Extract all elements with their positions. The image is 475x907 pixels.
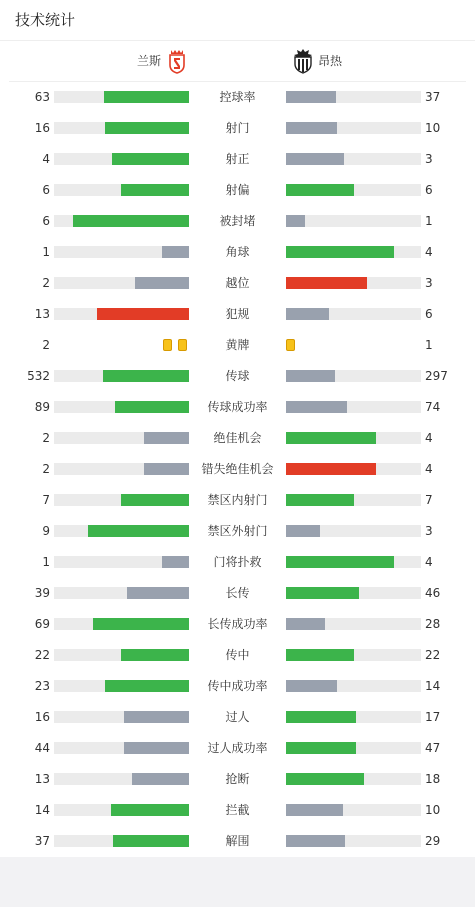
home-stat-value: 89 bbox=[34, 400, 50, 414]
stat-label: 传中成功率 bbox=[207, 679, 268, 693]
away-stat-value: 74 bbox=[425, 400, 441, 414]
away-stat-value: 28 bbox=[425, 617, 441, 631]
home-stat-value: 13 bbox=[34, 307, 50, 321]
stat-label: 角球 bbox=[225, 245, 250, 259]
team-header bbox=[0, 41, 475, 81]
away-stat-value: 3 bbox=[425, 524, 433, 538]
away-bar-fill bbox=[286, 91, 336, 103]
away-bar-fill bbox=[286, 122, 337, 134]
away-bar-fill bbox=[286, 711, 356, 723]
away-stat-value: 4 bbox=[425, 555, 433, 569]
away-stat-value: 4 bbox=[425, 245, 433, 259]
stat-label: 长传 bbox=[225, 586, 250, 600]
home-bar-fill bbox=[113, 835, 189, 847]
stat-label: 绝佳机会 bbox=[213, 431, 262, 445]
away-bar-fill bbox=[286, 804, 343, 816]
home-bar-track bbox=[54, 556, 189, 568]
stat-row bbox=[0, 82, 475, 113]
stat-row bbox=[0, 733, 475, 764]
away-bar-track bbox=[286, 618, 421, 630]
away-bar-fill bbox=[286, 401, 347, 413]
home-bar-track bbox=[54, 711, 189, 723]
home-bar-track bbox=[54, 463, 189, 475]
home-stat-value: 16 bbox=[34, 710, 50, 724]
away-bar-track bbox=[286, 153, 421, 165]
away-bar-track bbox=[286, 277, 421, 289]
home-bar-fill bbox=[112, 153, 189, 165]
stat-label: 射门 bbox=[225, 121, 250, 135]
stat-label: 错失绝佳机会 bbox=[201, 462, 274, 476]
home-bar-track bbox=[54, 184, 189, 196]
stat-row bbox=[0, 795, 475, 826]
stat-row bbox=[0, 361, 475, 392]
home-bar-track bbox=[54, 804, 189, 816]
away-stat-value: 6 bbox=[425, 307, 433, 321]
home-stat-value: 14 bbox=[34, 803, 50, 817]
away-stat-value: 10 bbox=[425, 121, 441, 135]
home-bar-fill bbox=[93, 618, 189, 630]
home-bar-fill bbox=[144, 432, 189, 444]
away-bar-fill bbox=[286, 525, 320, 537]
home-bar-track bbox=[54, 680, 189, 692]
home-stat-value: 23 bbox=[34, 679, 50, 693]
home-stat-value: 532 bbox=[27, 369, 50, 383]
home-bar-track bbox=[54, 401, 189, 413]
home-bar-fill bbox=[88, 525, 189, 537]
away-bar-track bbox=[286, 184, 421, 196]
home-stat-value: 9 bbox=[42, 524, 50, 538]
away-stat-value: 29 bbox=[425, 834, 441, 848]
away-stat-value: 14 bbox=[425, 679, 441, 693]
stat-label: 传球成功率 bbox=[207, 400, 268, 414]
stat-label: 黄牌 bbox=[225, 338, 250, 352]
home-bar-fill bbox=[73, 215, 189, 227]
away-stat-value: 22 bbox=[425, 648, 441, 662]
home-stat-value: 2 bbox=[42, 276, 50, 290]
stat-label: 抢断 bbox=[225, 772, 250, 786]
home-stat-value: 22 bbox=[34, 648, 50, 662]
stat-row bbox=[0, 702, 475, 733]
away-bar-fill bbox=[286, 618, 325, 630]
away-bar-track bbox=[286, 370, 421, 382]
stat-row bbox=[0, 764, 475, 795]
stat-label: 传球 bbox=[225, 369, 250, 383]
away-bar-fill bbox=[286, 463, 376, 475]
home-bar-fill bbox=[111, 804, 189, 816]
home-bar-track bbox=[54, 370, 189, 382]
away-bar-fill bbox=[286, 556, 394, 568]
home-stat-value: 1 bbox=[42, 245, 50, 259]
stat-row bbox=[0, 578, 475, 609]
stat-label: 射正 bbox=[225, 152, 250, 166]
away-stat-value: 47 bbox=[425, 741, 441, 755]
home-bar-track bbox=[54, 835, 189, 847]
stat-row bbox=[0, 609, 475, 640]
away-bar-fill bbox=[286, 370, 335, 382]
away-bar-track bbox=[286, 680, 421, 692]
away-stat-value: 1 bbox=[425, 214, 433, 228]
away-bar-track bbox=[286, 804, 421, 816]
away-stat-value: 4 bbox=[425, 462, 433, 476]
stat-row bbox=[0, 144, 475, 175]
home-stat-value: 6 bbox=[42, 214, 50, 228]
away-bar-track bbox=[286, 494, 421, 506]
away-bar-fill bbox=[286, 587, 359, 599]
stat-row bbox=[0, 485, 475, 516]
home-bar-track bbox=[54, 742, 189, 754]
home-bar-fill bbox=[103, 370, 189, 382]
home-stat-value: 2 bbox=[42, 431, 50, 445]
stat-row bbox=[0, 516, 475, 547]
home-bar-fill bbox=[127, 587, 189, 599]
away-bar-fill bbox=[286, 835, 345, 847]
away-bar-fill bbox=[286, 649, 354, 661]
away-stat-value: 7 bbox=[425, 493, 433, 507]
stat-label: 拦截 bbox=[225, 803, 250, 817]
away-bar-track bbox=[286, 432, 421, 444]
stat-label: 过人 bbox=[225, 710, 250, 724]
away-bar-fill bbox=[286, 308, 329, 320]
home-bar-track bbox=[54, 618, 189, 630]
home-stat-value: 16 bbox=[34, 121, 50, 135]
away-stat-value: 4 bbox=[425, 431, 433, 445]
home-bar-fill bbox=[132, 773, 189, 785]
away-bar-fill bbox=[286, 277, 367, 289]
stat-label: 禁区外射门 bbox=[207, 524, 268, 538]
stat-label: 解围 bbox=[225, 834, 250, 848]
home-bar-fill bbox=[121, 649, 189, 661]
home-stat-value: 69 bbox=[34, 617, 50, 631]
home-bar-track bbox=[54, 432, 189, 444]
away-bar-track bbox=[286, 401, 421, 413]
away-bar-fill bbox=[286, 153, 344, 165]
home-stat-value: 37 bbox=[34, 834, 50, 848]
stat-row bbox=[0, 671, 475, 702]
page-footer bbox=[0, 857, 475, 907]
away-stat-value: 1 bbox=[425, 338, 433, 352]
home-bar-fill bbox=[135, 277, 189, 289]
away-stat-value: 10 bbox=[425, 803, 441, 817]
away-bar-track bbox=[286, 91, 421, 103]
yellow-card-icon bbox=[163, 339, 172, 351]
stat-label: 过人成功率 bbox=[207, 741, 268, 755]
stat-label: 越位 bbox=[225, 276, 250, 290]
away-bar-track bbox=[286, 742, 421, 754]
stat-row bbox=[0, 423, 475, 454]
stat-label: 被封堵 bbox=[219, 214, 256, 228]
stat-row bbox=[0, 392, 475, 423]
home-bar-track bbox=[54, 91, 189, 103]
angers-crest-icon[interactable] bbox=[293, 48, 313, 74]
away-stat-value: 18 bbox=[425, 772, 441, 786]
page-title: 技术统计 bbox=[15, 11, 76, 29]
away-bar-fill bbox=[286, 215, 305, 227]
away-stat-value: 37 bbox=[425, 90, 441, 104]
stat-row bbox=[0, 113, 475, 144]
stat-row bbox=[0, 206, 475, 237]
away-bar-track bbox=[286, 122, 421, 134]
home-bar-track bbox=[54, 122, 189, 134]
home-bar-fill bbox=[144, 463, 189, 475]
away-bar-track bbox=[286, 773, 421, 785]
home-bar-track bbox=[54, 246, 189, 258]
away-bar-track bbox=[286, 835, 421, 847]
away-bar-track bbox=[286, 463, 421, 475]
away-bar-fill bbox=[286, 432, 376, 444]
away-stat-value: 6 bbox=[425, 183, 433, 197]
stat-label: 门将扑救 bbox=[213, 555, 262, 569]
stat-row bbox=[0, 454, 475, 485]
home-bar-track bbox=[54, 773, 189, 785]
home-bar-fill bbox=[105, 122, 189, 134]
stat-label: 传中 bbox=[225, 648, 250, 662]
away-bar-fill bbox=[286, 184, 354, 196]
away-bar-track bbox=[286, 308, 421, 320]
away-bar-track bbox=[286, 649, 421, 661]
home-bar-track bbox=[54, 525, 189, 537]
stat-label: 禁区内射门 bbox=[207, 493, 268, 507]
home-bar-track bbox=[54, 153, 189, 165]
away-bar-track bbox=[286, 556, 421, 568]
away-bar-fill bbox=[286, 680, 337, 692]
home-stat-value: 44 bbox=[34, 741, 50, 755]
home-stat-value: 39 bbox=[34, 586, 50, 600]
home-stat-value: 2 bbox=[42, 462, 50, 476]
stat-label: 长传成功率 bbox=[207, 617, 268, 631]
away-team-name[interactable]: 昂热 bbox=[318, 54, 343, 68]
stats-list bbox=[0, 82, 475, 857]
home-bar-fill bbox=[124, 711, 189, 723]
stat-row bbox=[0, 547, 475, 578]
home-bar-fill bbox=[121, 494, 189, 506]
stat-row bbox=[0, 640, 475, 671]
home-bar-track bbox=[54, 215, 189, 227]
stat-row bbox=[0, 175, 475, 206]
stat-row bbox=[0, 237, 475, 268]
away-bar-track bbox=[286, 711, 421, 723]
away-bar-track bbox=[286, 246, 421, 258]
away-bar-fill bbox=[286, 246, 394, 258]
home-bar-track bbox=[54, 649, 189, 661]
home-bar-fill bbox=[97, 308, 189, 320]
home-bar-fill bbox=[115, 401, 189, 413]
home-team-name[interactable]: 兰斯 bbox=[136, 54, 161, 68]
home-stat-value: 2 bbox=[42, 338, 50, 352]
stat-label: 犯规 bbox=[225, 307, 250, 321]
stat-label: 射偏 bbox=[225, 183, 250, 197]
reims-crest-icon[interactable] bbox=[168, 48, 186, 74]
yellow-card-icon bbox=[286, 339, 295, 351]
home-stat-value: 6 bbox=[42, 183, 50, 197]
stat-row bbox=[0, 330, 475, 361]
home-stat-value: 4 bbox=[42, 152, 50, 166]
yellow-card-icon bbox=[178, 339, 187, 351]
home-stat-value: 1 bbox=[42, 555, 50, 569]
home-bar-fill bbox=[105, 680, 189, 692]
away-stat-value: 3 bbox=[425, 276, 433, 290]
stat-row bbox=[0, 826, 475, 857]
home-stat-value: 7 bbox=[42, 493, 50, 507]
home-bar-track bbox=[54, 277, 189, 289]
home-stat-value: 13 bbox=[34, 772, 50, 786]
away-bar-track bbox=[286, 587, 421, 599]
away-stat-value: 17 bbox=[425, 710, 441, 724]
home-bar-fill bbox=[121, 184, 189, 196]
away-stat-value: 46 bbox=[425, 586, 441, 600]
home-bar-fill bbox=[162, 556, 189, 568]
away-bar-fill bbox=[286, 494, 354, 506]
stat-row bbox=[0, 268, 475, 299]
away-bar-fill bbox=[286, 773, 364, 785]
home-bar-track bbox=[54, 587, 189, 599]
stat-row bbox=[0, 299, 475, 330]
away-bar-fill bbox=[286, 742, 356, 754]
home-bar-fill bbox=[124, 742, 189, 754]
away-stat-value: 297 bbox=[425, 369, 448, 383]
home-bar-track bbox=[54, 308, 189, 320]
away-bar-track bbox=[286, 215, 421, 227]
away-stat-value: 3 bbox=[425, 152, 433, 166]
home-bar-fill bbox=[162, 246, 189, 258]
home-stat-value: 63 bbox=[34, 90, 50, 104]
stat-label: 控球率 bbox=[219, 90, 256, 104]
home-bar-track bbox=[54, 494, 189, 506]
away-bar-track bbox=[286, 525, 421, 537]
home-bar-fill bbox=[104, 91, 189, 103]
